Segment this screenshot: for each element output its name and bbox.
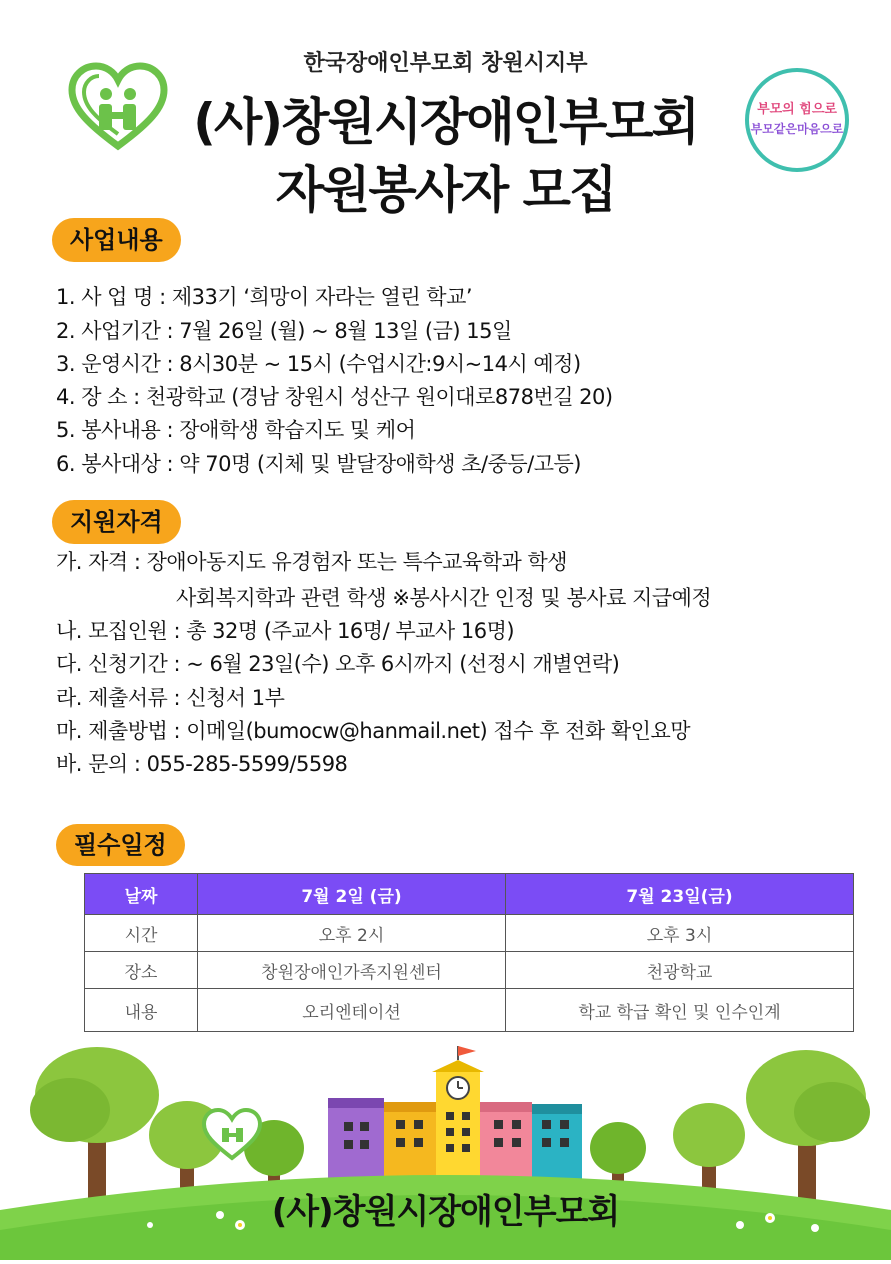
slogan-line2: 부모같은마음으로 [750,122,844,136]
qualification-item-1: 가. 자격 : 장애아동지도 유경험자 또는 특수교육학과 학생 [56,550,568,574]
table-cell: 시간 [85,915,198,952]
business-item-4: 4. 장 소 : 천광학교 (경남 창원시 성산구 원이대로878번길 20) [56,385,613,409]
section-heading-schedule: 필수일정 [56,824,185,866]
table-header-cell: 날짜 [85,874,198,915]
section-heading-business: 사업내용 [52,218,181,262]
business-item-3: 3. 운영시간 : 8시30분 ~ 15시 (수업시간:9시~14시 예정) [56,352,581,376]
main-title-line2: 자원봉사자 모집 [275,161,616,219]
table-header-cell: 7월 23일(금) [506,874,854,915]
table-cell: 창원장애인가족지원센터 [198,952,506,989]
qualification-item-3: 다. 신청기간 : ~ 6월 23일(수) 오후 6시까지 (선정시 개별연락) [56,652,620,676]
slogan-line1: 부모의 힘으로 [757,102,837,117]
business-item-5: 5. 봉사내용 : 장애학생 학습지도 및 케어 [56,418,416,442]
qualification-item-2: 나. 모집인원 : 총 32명 (주교사 16명/ 부교사 16명) [56,619,515,643]
table-cell: 오후 3시 [506,915,854,952]
main-title-line1: (사)창원시장애인부모회 [193,93,698,151]
table-row [85,989,854,1032]
qualification-item-5: 마. 제출방법 : 이메일(bumocw@hanmail.net) 접수 후 전화 확인요망 [56,719,691,743]
table-cell: 내용 [85,989,198,1032]
table-cell: 오후 2시 [198,915,506,952]
table-row [85,915,854,952]
qualification-item-6: 바. 문의 : 055-285-5599/5598 [56,752,348,776]
qualification-item-1-continued: 사회복지학과 관련 학생 ※봉사시간 인정 및 봉사료 지급예정 [176,586,712,610]
business-item-1: 1. 사 업 명 : 제33기 ‘희망이 자라는 열린 학교’ [56,285,473,309]
table-header-row [85,874,854,915]
slogan-badge [745,68,849,172]
section-heading-qualification: 지원자격 [52,500,181,544]
table-cell: 학교 학급 확인 및 인수인계 [506,989,854,1032]
qualification-item-4: 라. 제출서류 : 신청서 1부 [56,686,285,710]
table-cell: 천광학교 [506,952,854,989]
business-item-2: 2. 사업기간 : 7월 26일 (월) ~ 8월 13일 (금) 15일 [56,319,512,343]
footer-organization-name: (사)창원시장애인부모회 [271,1192,620,1232]
schedule-table [84,873,854,1032]
organization-subtitle: 한국장애인부모회 창원시지부 [303,51,588,76]
table-cell: 오리엔테이션 [198,989,506,1032]
business-item-6: 6. 봉사대상 : 약 70명 (지체 및 발달장애학생 초/중등/고등) [56,452,581,476]
table-cell: 장소 [85,952,198,989]
table-header-cell: 7월 2일 (금) [198,874,506,915]
table-row [85,952,854,989]
